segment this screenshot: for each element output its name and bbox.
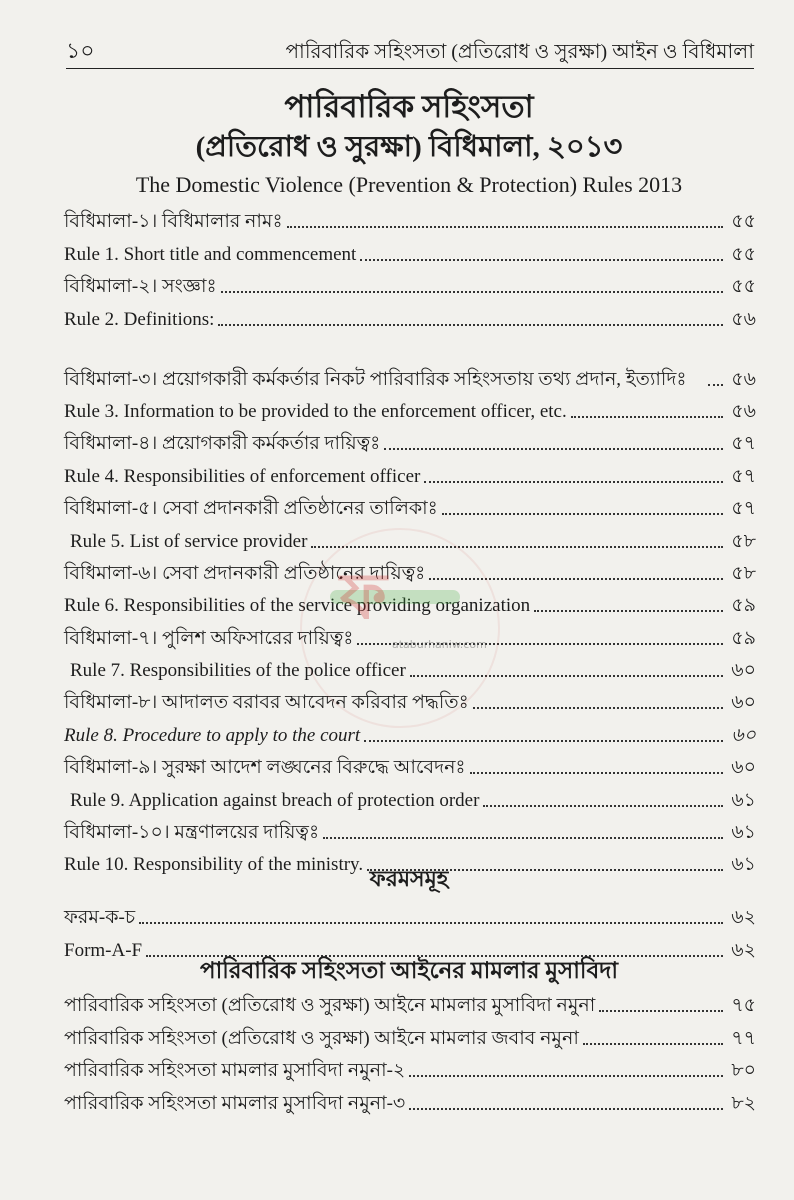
toc-label: বিধিমালা-২। সংজ্ঞাঃ [64,276,217,298]
dot-leader [139,922,723,924]
watermark-circle [300,528,500,728]
toc-page: ৬১ [731,822,756,844]
dot-leader [708,384,723,386]
toc-page: ৬১ [731,789,756,811]
dot-leader [442,513,723,515]
toc-label: বিধিমালা-৮। আদালত বরাবর আবেদন করিবার পদ্ধতিঃ [64,692,469,714]
dot-leader [218,324,723,326]
dot-leader [323,837,723,839]
toc-entry [64,898,756,930]
toc-label: পারিবারিক সহিংসতা (প্রতিরোধ ও সুরক্ষা) আইনে মামলার জবাব নমুনা [64,1027,579,1049]
toc-entry [64,748,756,780]
dot-leader [409,1108,723,1110]
toc-page: ৬২ [731,939,756,961]
toc-page: ৭৫ [731,995,756,1017]
toc-label: বিধিমালা-৬। সেবা প্রদানকারী প্রতিষ্ঠানের দায়িত্বঃ [64,562,426,584]
toc-label: Rule 10. Responsibility of the ministry. [64,854,364,876]
toc-label: বিধিমালা-১০। মন্ত্রণালয়ের দায়িত্বঃ [64,822,320,844]
toc-label: Rule 5. List of service provider [70,530,308,552]
toc-entry [64,1018,756,1050]
toc-label: Rule 2. Definitions: [64,308,215,330]
toc-label: Rule 7. Responsibilities of the police officer [70,660,406,682]
toc-entry [64,299,756,331]
document-titles [64,86,754,200]
toc-page: ৬০ [731,692,756,714]
dot-leader [360,259,723,261]
toc-page: ৫৯ [731,627,756,649]
title-bangla-line2: (প্রতিরোধ ও সুরক্ষা) বিধিমালা, ২০১৩ [195,131,623,163]
toc-page: ৫৭ [731,498,756,520]
toc-page: ৫৭ [731,433,756,455]
dot-leader [384,448,723,450]
dot-leader [534,610,723,612]
toc-page: ৫৮ [731,530,756,552]
toc-page: ৫৫ [731,211,756,233]
toc-page: ৫৬ [731,368,756,390]
toc-label: Form-A-F [64,939,143,961]
toc-label: পারিবারিক সহিংসতা মামলার মুসাবিদা নমুনা-৩ [64,1092,406,1114]
toc-page: ৮২ [731,1092,756,1114]
toc-label: Rule 8. Procedure to apply to the court [64,724,361,746]
watermark-logo: ফ [340,560,387,634]
toc-entry [64,1051,756,1083]
toc-label: বিধিমালা-৭। পুলিশ অফিসারের দায়িত্বঃ [64,627,354,649]
dot-leader [583,1043,723,1045]
toc-page: ৬০ [731,660,756,682]
toc-label: বিধিমালা-৪। প্রয়োগকারী কর্মকর্তার দায়িত্বঃ [64,433,381,455]
page-number: ১০ [66,38,95,63]
toc-entry [64,392,756,424]
toc-page: ৬০ [731,757,756,779]
toc-entry [64,267,756,299]
dot-leader [221,291,723,293]
toc-page: ৫৬ [731,400,756,422]
dot-leader [470,772,723,774]
title-bangla-line1: পারিবারিক সহিংসতা [284,89,534,124]
running-title: পারিবারিক সহিংসতা (প্রতিরোধ ও সুরক্ষা) আইন ও বিধিমালা [285,41,754,63]
toc-entry [64,780,756,812]
toc-label: Rule 3. Information to be provided to the enforcement officer, etc. [64,400,567,422]
dot-leader [409,1075,723,1077]
watermark-url: ataburhaniw.com [392,638,487,651]
toc-entry [64,813,756,845]
toc-label: ফরম-ক-চ [64,907,136,929]
toc-page: ৫৮ [731,562,756,584]
drafts-list [64,986,756,1116]
dot-leader [473,707,723,709]
toc-label: বিধিমালা-১। বিধিমালার নামঃ [64,211,283,233]
toc-entry [64,1083,756,1115]
running-header [66,34,754,69]
dot-leader [364,740,723,742]
toc-page: ৬২ [731,907,756,929]
toc-entry [64,489,756,521]
toc-label: Rule 6. Responsibilities of the service providing organization [64,595,531,617]
toc-page: ৫৯ [731,595,756,617]
toc-label: পারিবারিক সহিংসতা মামলার মুসাবিদা নমুনা-২ [64,1060,406,1082]
toc-page: ৭৭ [731,1027,756,1049]
toc-label: Rule 1. Short title and commencement [64,243,357,265]
toc-page: ৫৭ [731,465,756,487]
toc-label: বিধিমালা-৯। সুরক্ষা আদেশ লঙ্ঘনের বিরুদ্ধে আবেদনঃ [64,757,466,779]
toc-label: পারিবারিক সহিংসতা (প্রতিরোধ ও সুরক্ষা) আইনে মামলার মুসাবিদা নমুনা [64,995,596,1017]
toc-entry [64,332,756,392]
toc-page: ৬১ [731,854,756,876]
dot-leader [424,481,723,483]
toc-label: Rule 9. Application against breach of protection order [70,789,480,811]
toc-entry [64,456,756,488]
drafts-heading: পারিবারিক সহিংসতা আইনের মামলার মুসাবিদা [199,958,619,983]
title-english: The Domestic Violence (Prevention & Protection) Rules 2013 [135,172,683,197]
toc-label: বিধিমালা-৩। প্রয়োগকারী কর্মকর্তার নিকট পারিবারিক সহিংসতায় তথ্য প্রদান, ইত্যাদিঃ [64,368,687,390]
dot-leader [483,805,723,807]
dot-leader [599,1010,723,1012]
toc-entry [64,424,756,456]
toc-page: ৫৫ [731,276,756,298]
forms-heading: ফরমসমূহ [369,866,449,891]
toc-label: বিধিমালা-৫। সেবা প্রদানকারী প্রতিষ্ঠানের তালিকাঃ [64,498,438,520]
toc-page: ৫৬ [731,308,756,330]
toc-page: ৫৫ [731,243,756,265]
toc-entry [64,234,756,266]
toc-page: ৬০ [731,724,756,746]
toc-entry [64,202,756,234]
dot-leader [571,416,723,418]
toc-entry [64,986,756,1018]
dot-leader [287,226,723,228]
toc-label: Rule 4. Responsibilities of enforcement officer [64,465,421,487]
toc-page: ৮০ [731,1060,756,1082]
